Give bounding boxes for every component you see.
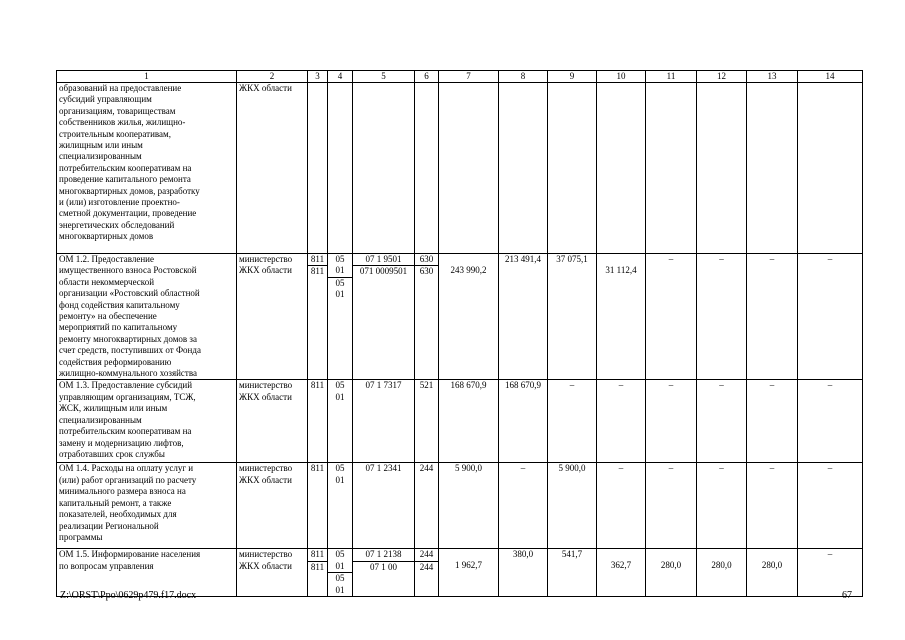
amount-cell: – [697, 380, 747, 463]
table-row [57, 380, 863, 463]
org-cell: министерство ЖКХ области [237, 463, 308, 549]
description-cell: ОМ 1.5. Информирование населения по вопросам управления [57, 549, 237, 597]
amount-cell: – [798, 463, 863, 549]
code-value: 630 [415, 265, 438, 277]
amount-cell: – [798, 549, 863, 597]
org-line: ЖКХ области [239, 265, 292, 276]
description-cell: образований на предоставление субсидий управляющим организациям, товариществам собственников жилья, жилищно- строительным кооперативам, жилищным или иным специализированным потребительским кооперативам на проведение капитального ремонта многоквартирных домов, разработку и (или) изготовление проектно- сметной документации, проведение энергетических обследований многоквартирных домов [57, 83, 237, 254]
header-cell: 6 [415, 71, 439, 83]
header-cell: 11 [646, 71, 697, 83]
code-cell: 811 [308, 463, 328, 549]
code-value: 07 1 9501 [365, 254, 402, 264]
code-cell: 07 1 7317 [353, 380, 415, 463]
code-value: 05 01 [328, 277, 352, 301]
code-value: 05 01 [328, 572, 352, 596]
amount-cell: – [798, 380, 863, 463]
org-cell [237, 254, 308, 380]
amount-cell: 168 670,9 [439, 380, 499, 463]
header-cell: 3 [308, 71, 328, 83]
code-value: 05 01 [335, 254, 345, 276]
amount-cell: 380,0 [499, 549, 548, 597]
org-cell: ЖКХ области [237, 83, 308, 254]
amount-cell: 5 900,0 [439, 463, 499, 549]
amount-cell: 31 112,4 [597, 254, 646, 380]
header-cell: 1 [57, 71, 237, 83]
table-row [57, 463, 863, 549]
amount-cell: – [499, 463, 548, 549]
code-cell: 244 [415, 463, 439, 549]
header-cell: 7 [439, 71, 499, 83]
amount-cell: 280,0 [747, 549, 798, 597]
header-cell: 2 [237, 71, 308, 83]
table-row [57, 254, 863, 380]
code-cell: 05 01 [328, 463, 353, 549]
code-value: 244 [415, 561, 438, 573]
code-cell [353, 549, 415, 597]
code-cell [415, 549, 439, 597]
header-cell: 9 [548, 71, 597, 83]
code-value: 244 [419, 549, 434, 560]
org-cell: министерство ЖКХ области [237, 549, 308, 597]
amount-cell: – [747, 380, 798, 463]
footer-file-path: Z:\ORST\Ppo\0629p479.f17.docx [60, 590, 197, 601]
code-cell [328, 254, 353, 380]
code-value: 071 0009501 [353, 265, 414, 277]
amount-cell: 243 990,2 [439, 254, 499, 380]
amount-cell: – [597, 463, 646, 549]
amount-cell: – [646, 463, 697, 549]
code-cell [353, 254, 415, 380]
amount-cell: – [798, 254, 863, 380]
amount-cell: 1 962,7 [439, 549, 499, 597]
org-line: министерство [239, 254, 293, 264]
code-cell: 07 1 2341 [353, 463, 415, 549]
footer-page-number: 67 [842, 590, 852, 601]
amount-cell: – [747, 463, 798, 549]
code-cell [308, 549, 328, 597]
code-value: 07 1 00 [353, 561, 414, 573]
header-cell: 8 [499, 71, 548, 83]
table-row [57, 83, 863, 254]
header-cell: 13 [747, 71, 798, 83]
amount-cell: 5 900,0 [548, 463, 597, 549]
code-cell: 521 [415, 380, 439, 463]
code-value: 630 [419, 254, 434, 264]
budget-table [56, 70, 863, 597]
amount-cell: 213 491,4 [499, 254, 548, 380]
header-cell: 4 [328, 71, 353, 83]
amount-cell: 280,0 [697, 549, 747, 597]
amount-cell: 280,0 [646, 549, 697, 597]
description-cell: ОМ 1.2. Предоставление имущественного взноса Ростовской области некоммерческой организации «Ростовский областной фонд содействия капитальному ремонту» на обеспечение мероприятий по капитальному ремонту многоквартирных домов за счет средств, поступивших от Фонда содействия реформированию жилищно-коммунального хозяйства [57, 254, 237, 380]
description-cell: ОМ 1.3. Предоставление субсидий управляющим организациям, ТСЖ, ЖСК, жилищным или иным специализированным потребительским кооперативам на замену и модернизацию лифтов, отработавших срок службы [57, 380, 237, 463]
code-cell: 811 [308, 380, 328, 463]
amount-cell: – [597, 380, 646, 463]
amount-cell: – [747, 254, 798, 380]
amount-cell: 168 670,9 [499, 380, 548, 463]
header-row [57, 71, 863, 83]
description-cell: ОМ 1.4. Расходы на оплату услуг и (или) работ организаций по расчету минимального размера взноса на капитальный ремонт, а также показателей, необходимых для реализации Региональной программы [57, 463, 237, 549]
code-value: 811 [310, 549, 325, 560]
header-cell: 12 [697, 71, 747, 83]
code-cell [328, 549, 353, 597]
amount-cell: 37 075,1 [548, 254, 597, 380]
amount-cell: – [548, 380, 597, 463]
amount-cell: – [697, 463, 747, 549]
code-value: 811 [308, 265, 327, 277]
amount-cell: 541,7 [548, 549, 597, 597]
code-cell [308, 254, 328, 380]
code-cell [415, 254, 439, 380]
code-value: 05 01 [335, 549, 345, 571]
code-value: 811 [308, 561, 327, 573]
amount-cell: – [697, 254, 747, 380]
amount-cell: 362,7 [597, 549, 646, 597]
header-cell: 14 [798, 71, 863, 83]
amount-cell: – [646, 380, 697, 463]
amount-cell: – [646, 254, 697, 380]
header-cell: 5 [353, 71, 415, 83]
org-cell: министерство ЖКХ области [237, 380, 308, 463]
code-cell: 05 01 [328, 380, 353, 463]
code-value: 07 1 2138 [365, 549, 402, 560]
code-value: 811 [310, 254, 325, 264]
header-cell: 10 [597, 71, 646, 83]
